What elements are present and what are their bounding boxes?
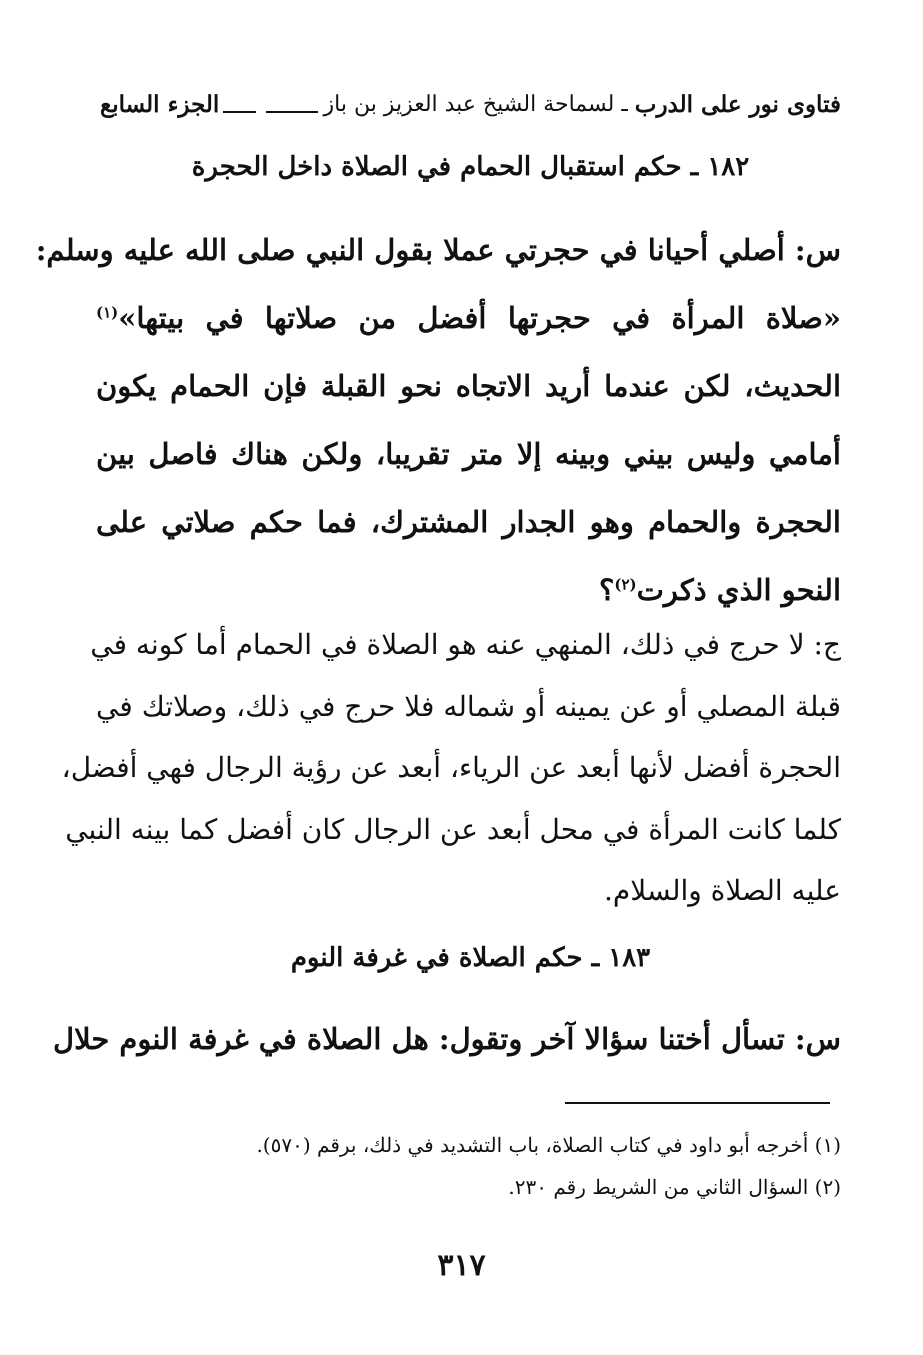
text-line: قبلة المصلي أو عن يمينه أو شماله فلا حرج في ذلك، وصلاتك في — [96, 689, 841, 723]
section-heading-182: ١٨٢ ـ حكم استقبال الحمام في الصلاة داخل الحجرة — [191, 152, 750, 182]
text-line: الحجرة أفضل لأنها أبعد عن الرياء، أبعد عن رؤية الرجال فهي أفضل، — [61, 751, 841, 784]
book-title: فتاوى نور على الدرب — [634, 90, 841, 118]
text-fragment: النحو الذي ذكرت — [636, 573, 841, 607]
footnote-divider — [565, 1102, 830, 1104]
footnote-ref-1[interactable]: (١) — [96, 303, 119, 322]
section-heading-183: ١٨٣ ـ حكم الصلاة في غرفة النوم — [290, 943, 651, 973]
answer-182 — [61, 614, 841, 922]
volume-label: الجزء السابع — [100, 90, 220, 118]
header-rule-short — [223, 111, 256, 113]
text-line: س: تسأل أختنا سؤالا آخر وتقول: هل الصلاة في غرفة النوم حلال — [53, 1022, 841, 1056]
header-rule — [266, 111, 317, 113]
text-line: ج: لا حرج في ذلك، المنهي عنه هو الصلاة في الحمام أما كونه في — [90, 628, 841, 661]
text-line: عليه الصلاة والسلام. — [604, 874, 841, 907]
page-number: ٣١٧ — [437, 1248, 486, 1283]
question-mark: ؟ — [598, 573, 615, 607]
header-separator: ـ — [614, 91, 635, 117]
text-line: الحديث، لكن عندما أريد الاتجاه نحو القبلة فإن الحمام يكون — [96, 369, 841, 403]
question-182 — [35, 216, 841, 624]
footnote-2: (٢) السؤال الثاني من الشريط رقم ٢٣٠. — [508, 1175, 841, 1199]
footnote-ref-2[interactable]: (٢) — [614, 575, 637, 594]
text-line: الحجرة والحمام وهو الجدار المشترك، فما حكم صلاتي على — [96, 505, 841, 539]
text-line: أمامي وليس بيني وبينه إلا متر تقريبا، ولكن هناك فاصل بين — [96, 437, 841, 471]
question-183 — [53, 1005, 841, 1073]
footnote-1: (١) أخرجه أبو داود في كتاب الصلاة، باب التشديد في ذلك، برقم (٥٧٠). — [256, 1133, 841, 1157]
hadith-quote: «صلاة المرأة في حجرتها أفضل من صلاتها في بيتها» — [118, 301, 841, 335]
text-line — [96, 284, 841, 352]
running-header — [100, 84, 841, 124]
author-name: لسماحة الشيخ عبد العزيز بن باز — [323, 91, 615, 117]
footnotes — [140, 1124, 841, 1208]
text-line: س: أصلي أحيانا في حجرتي عملا بقول النبي صلى الله عليه وسلم: — [35, 233, 841, 267]
text-line: كلما كانت المرأة في محل أبعد عن الرجال كان أفضل كما بينه النبي — [65, 812, 841, 846]
